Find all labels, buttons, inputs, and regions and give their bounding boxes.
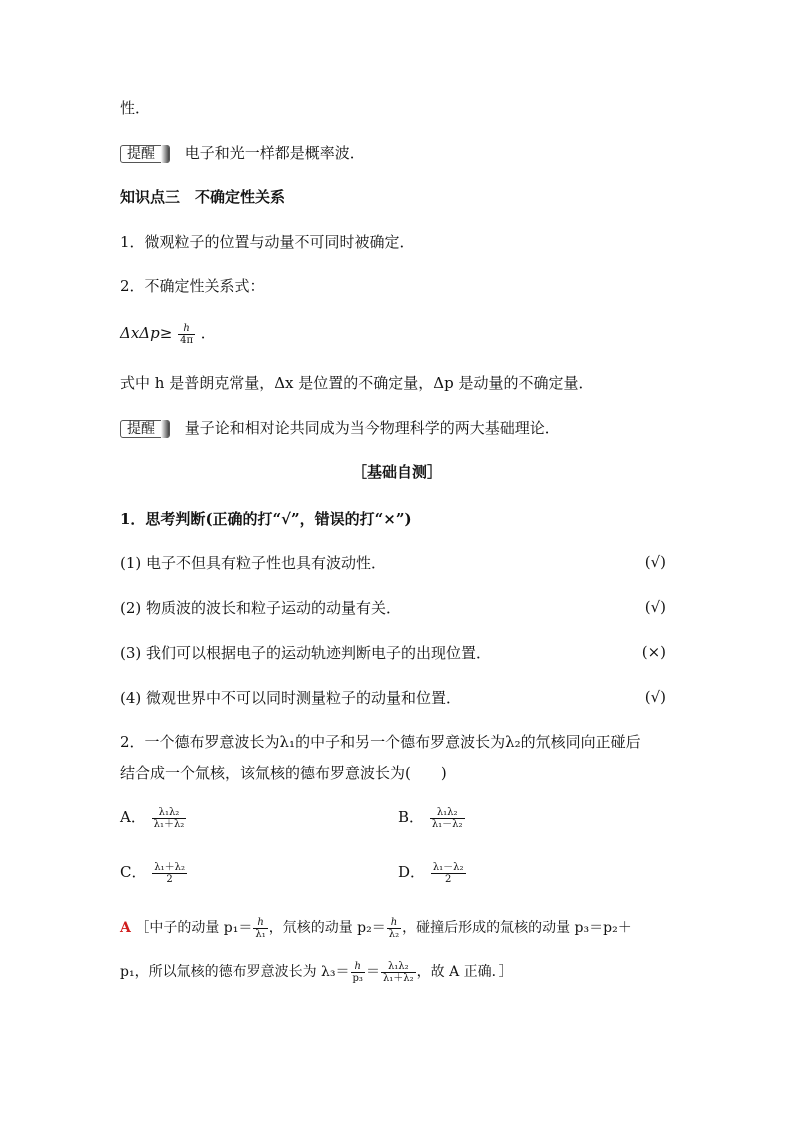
- uncertainty-formula: [120, 320, 216, 346]
- formula-explanation: 式中 h 是普朗克常量，Δx 是位置的不确定量，Δp 是动量的不确定量．: [120, 374, 594, 392]
- formula-numerator: h: [183, 322, 190, 334]
- formula-end: ．: [200, 324, 216, 342]
- formula-denominator: 4π: [180, 334, 194, 346]
- option-b: [398, 806, 466, 830]
- answer-text-6: ，故 A 正确．］: [416, 964, 513, 980]
- judge-1: (1) 电子不但具有粒子性也具有波动性．: [120, 554, 387, 572]
- tip-2-text: 量子论和相对论共同成为当今物理科学的两大基础理论．: [184, 419, 560, 437]
- option-c-denominator: 2: [152, 873, 187, 885]
- answer-frac-4-den: λ₁＋λ₂: [382, 972, 414, 984]
- option-d-denominator: 2: [431, 873, 466, 885]
- answer-frac-2-den: λ₂: [388, 928, 400, 940]
- question-2-line-2: 结合成一个氚核，该氚核的德布罗意波长为( ): [120, 764, 447, 782]
- answer-text-1: ［中子的动量 p₁＝: [135, 920, 253, 936]
- formula-left: ΔxΔp≥: [120, 324, 173, 342]
- judge-1-mark: (√): [644, 553, 666, 571]
- formula-fraction: [178, 323, 195, 346]
- tip-badge: 提醒: [120, 420, 170, 438]
- answer-frac-3-num: h: [354, 960, 361, 972]
- option-c-numerator: λ₁＋λ₂: [154, 861, 185, 873]
- answer-text-4: p₁，所以氚核的德布罗意波长为 λ₃＝: [120, 964, 350, 980]
- continued-text: 性．: [120, 99, 151, 117]
- option-a: [120, 806, 187, 830]
- option-d-numerator: λ₁－λ₂: [432, 861, 464, 873]
- tip-1-text: 电子和光一样都是概率波．: [184, 144, 365, 162]
- option-a-denominator: λ₁＋λ₂: [153, 818, 185, 830]
- tip-1: [120, 143, 365, 163]
- judge-2-mark: (√): [644, 598, 666, 616]
- option-d-label: D．: [398, 863, 426, 881]
- answer-frac-3-den: p₃: [352, 972, 363, 984]
- judge-4-mark: (√): [644, 688, 666, 706]
- answer-frac-1-num: h: [257, 916, 264, 928]
- judge-3: (3) 我们可以根据电子的运动轨迹判断电子的出现位置．: [120, 644, 492, 662]
- self-test-title: ［基础自测］: [351, 463, 442, 481]
- tip-2: [120, 418, 560, 438]
- judge-2: (2) 物质波的波长和粒子运动的动量有关．: [120, 599, 402, 617]
- answer-text-2: ，氘核的动量 p₂＝: [268, 920, 386, 936]
- option-d: [398, 861, 467, 885]
- answer-text-5: ＝: [365, 964, 380, 980]
- tip-badge: 提醒: [120, 145, 170, 163]
- answer-frac-4-num: λ₁λ₂: [387, 960, 409, 972]
- option-b-denominator: λ₁－λ₂: [431, 818, 463, 830]
- option-a-numerator: λ₁λ₂: [158, 806, 180, 818]
- judge-3-mark: (×): [641, 643, 666, 661]
- option-b-label: B．: [398, 808, 425, 826]
- answer-letter: A: [120, 920, 131, 936]
- judge-4: (4) 微观世界中不可以同时测量粒子的动量和位置．: [120, 689, 462, 707]
- option-b-numerator: λ₁λ₂: [436, 806, 458, 818]
- option-a-label: A．: [120, 808, 146, 826]
- answer-frac-2-num: h: [390, 916, 398, 928]
- answer-frac-1-den: λ₁: [255, 928, 266, 940]
- point-2: 2．不确定性关系式：: [120, 277, 265, 295]
- point-1: 1．微观粒子的位置与动量不可同时被确定．: [120, 233, 415, 251]
- question-1: 1．思考判断(正确的打“√”，错误的打“×”): [120, 510, 412, 528]
- answer-line-2: [120, 958, 513, 986]
- question-2-line-1: 2．一个德布罗意波长为λ₁的中子和另一个德布罗意波长为λ₂的氘核同向正碰后: [120, 733, 641, 751]
- answer-text-3: ，碰撞后形成的氚核的动量 p₃＝p₂＋: [402, 920, 632, 936]
- option-c: [120, 861, 188, 885]
- answer-line-1: [120, 914, 632, 942]
- option-c-label: C．: [120, 863, 147, 881]
- section-title: 知识点三 不确定性关系: [120, 188, 286, 206]
